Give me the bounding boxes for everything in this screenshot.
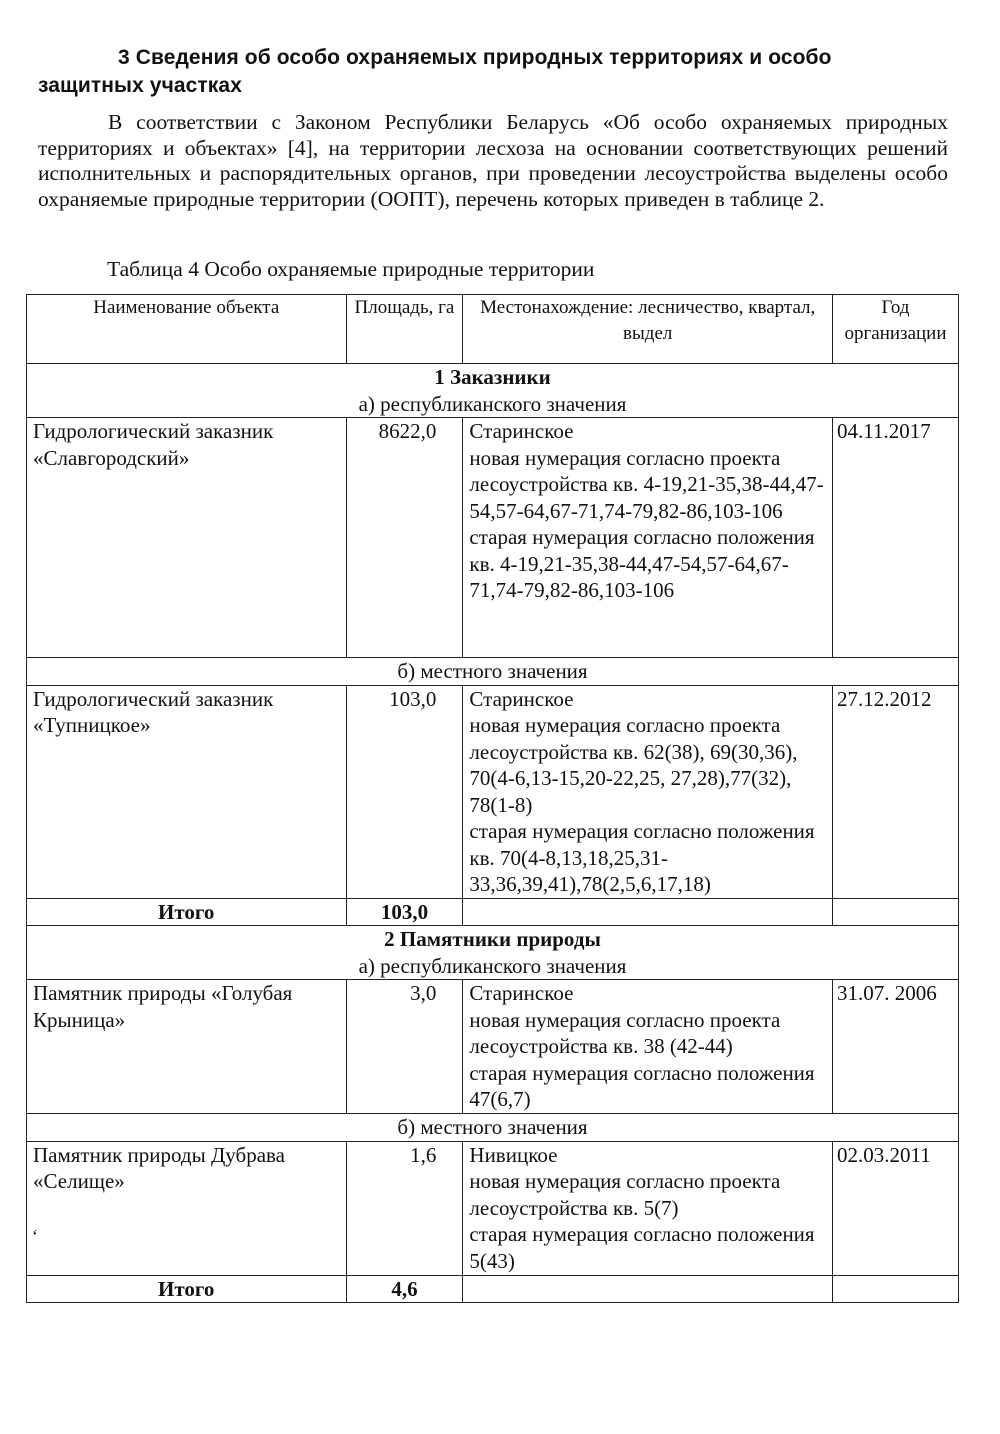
object-area: 1,6	[346, 1141, 463, 1275]
scan-mark: ‘	[32, 1226, 38, 1246]
subsection-title: б) местного значения	[27, 1114, 959, 1142]
new-numbering: новая нумерация согласно проекта лесоустройства кв. 62(38), 69(30,36), 70(4-6,13-15,20-22,25, 27,28),77(32), 78(1-8)	[469, 713, 798, 817]
table-row	[27, 1141, 959, 1275]
total-label: Итого	[27, 898, 347, 926]
forestry-name: Старинское	[469, 419, 574, 443]
total-value: 4,6	[346, 1275, 463, 1303]
object-area: 8622,0	[346, 418, 463, 658]
subsection-row	[27, 658, 959, 686]
intro-paragraph: В соответствии с Законом Республики Беларусь «Об особо охраняемых природных территориях и объектах» [4], на территории лесхоза на основании соответствующих решений исполнительных и распорядительных органов, при проведении лесоустройства выделены особо охраняемые природные территории (ООПТ), перечень которых приведен в таблице 2.	[38, 110, 948, 211]
table-caption: Таблица 4 Особо охраняемые природные территории	[107, 257, 595, 281]
subsection-title: а) республиканского значения	[358, 953, 627, 978]
new-numbering: новая нумерация согласно проекта лесоустройства кв. 4-19,21-35,38-44,47-54,57-64,67-71,74-79,82-86,103-106	[469, 445, 824, 523]
subsection-row	[27, 1114, 959, 1142]
old-numbering: старая нумерация согласно положения 5(43)	[469, 1222, 815, 1273]
object-location	[463, 980, 833, 1114]
object-name: Памятник природы Дубрава «Селище»	[27, 1141, 347, 1275]
section-row	[27, 364, 959, 418]
old-numbering: старая нумерация согласно положения кв. 70(4-8,13,18,25,31-33,36,39,41),78(2,5,6,17,18)	[469, 819, 815, 896]
section-heading: 3 Сведения об особо охраняемых природных территориях и особо защитных участках	[38, 46, 832, 97]
subsection-title: а) республиканского значения	[358, 391, 627, 416]
old-numbering: старая нумерация согласно положения кв. 4-19,21-35,38-44,47-54,57-64,67-71,74-79,82-86,103-106	[469, 525, 815, 602]
total-label: Итого	[27, 1275, 347, 1303]
new-numbering: новая нумерация согласно проекта лесоустройства кв. 5(7)	[469, 1169, 781, 1220]
section-title: 2 Памятники природы	[384, 927, 601, 951]
new-numbering: новая нумерация согласно проекта лесоустройства кв. 38 (42-44)	[469, 1007, 781, 1058]
header-name: Наименование объекта	[27, 295, 347, 364]
object-location	[463, 418, 833, 658]
object-year: 31.07. 2006	[833, 980, 959, 1114]
object-location	[463, 685, 833, 898]
table-row	[27, 980, 959, 1114]
object-area: 103,0	[346, 685, 463, 898]
object-year: 04.11.2017	[833, 418, 959, 658]
total-value: 103,0	[346, 898, 463, 926]
table-row	[27, 685, 959, 898]
object-name: Памятник природы «Голубая Крыница»	[27, 980, 347, 1114]
total-row	[27, 898, 959, 926]
header-area: Площадь, га	[346, 295, 463, 364]
object-area: 3,0	[346, 980, 463, 1114]
forestry-name: Старинское	[469, 686, 574, 711]
object-year: 02.03.2011	[833, 1141, 959, 1275]
forestry-name: Нивицкое	[469, 1142, 558, 1167]
total-row	[27, 1275, 959, 1303]
object-name: Гидрологический заказник «Тупницкое»	[27, 685, 347, 898]
table-row	[27, 418, 959, 658]
section-title: 1 Заказники	[434, 365, 551, 389]
section-row	[27, 926, 959, 980]
header-year: Год организации	[833, 295, 959, 364]
subsection-title: б) местного значения	[27, 658, 959, 686]
object-name: Гидрологический заказник «Славгородский»	[27, 418, 347, 658]
object-location	[463, 1141, 833, 1275]
forestry-name: Старинское	[469, 981, 574, 1005]
table-header-row	[27, 295, 959, 364]
protected-areas-table	[26, 294, 959, 1303]
object-year: 27.12.2012	[833, 685, 959, 898]
header-location: Местонахождение: лесничество, квартал, выдел	[463, 295, 833, 364]
old-numbering: старая нумерация согласно положения 47(6,7)	[469, 1060, 815, 1111]
